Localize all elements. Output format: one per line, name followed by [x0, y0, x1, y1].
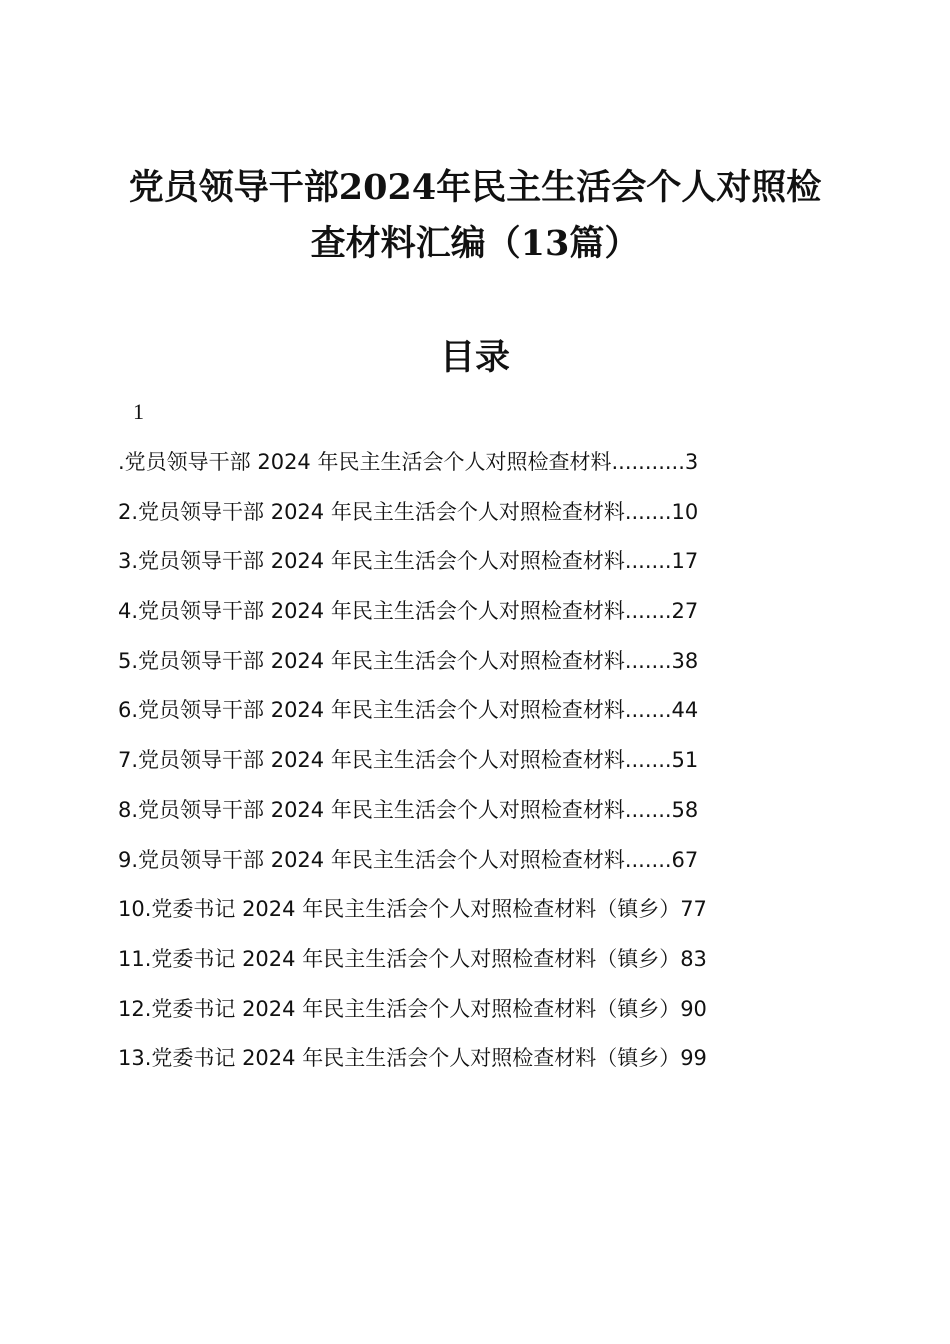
toc-heading: 目录: [439, 337, 510, 378]
toc-entry-2[interactable]: 2.党员领导干部 2024 年民主生活会个人对照检查材料.......10: [118, 499, 699, 524]
toc-entry-12[interactable]: 12.党委书记 2024 年民主生活会个人对照检查材料（镇乡）90: [118, 996, 707, 1021]
toc-entry-3[interactable]: 3.党员领导干部 2024 年民主生活会个人对照检查材料.......17: [118, 549, 699, 574]
toc-list: [118, 442, 838, 1088]
toc-entry-5[interactable]: 5.党员领导干部 2024 年民主生活会个人对照检查材料.......38: [118, 648, 699, 673]
toc-marker: 1: [133, 399, 144, 424]
toc-entry-8[interactable]: 8.党员领导干部 2024 年民主生活会个人对照检查材料.......58: [118, 797, 699, 822]
document-title: [0, 160, 950, 272]
toc-entry-9[interactable]: 9.党员领导干部 2024 年民主生活会个人对照检查材料.......67: [118, 847, 699, 872]
toc-entry-10[interactable]: 10.党委书记 2024 年民主生活会个人对照检查材料（镇乡）77: [118, 897, 707, 922]
toc-entry-4[interactable]: 4.党员领导干部 2024 年民主生活会个人对照检查材料.......27: [118, 599, 699, 624]
toc-entry-1[interactable]: .党员领导干部 2024 年民主生活会个人对照检查材料...........3: [118, 450, 699, 474]
toc-entry-7[interactable]: 7.党员领导干部 2024 年民主生活会个人对照检查材料.......51: [118, 748, 699, 773]
document-title-line-1: 党员领导干部2024年民主生活会个人对照检: [128, 167, 822, 208]
toc-entry-6[interactable]: 6.党员领导干部 2024 年民主生活会个人对照检查材料.......44: [118, 698, 699, 723]
toc-entry-11[interactable]: 11.党委书记 2024 年民主生活会个人对照检查材料（镇乡）83: [118, 946, 707, 971]
toc-entry-13[interactable]: 13.党委书记 2024 年民主生活会个人对照检查材料（镇乡）99: [118, 1046, 707, 1071]
document-title-line-2: 查材料汇编（13篇）: [310, 223, 640, 264]
